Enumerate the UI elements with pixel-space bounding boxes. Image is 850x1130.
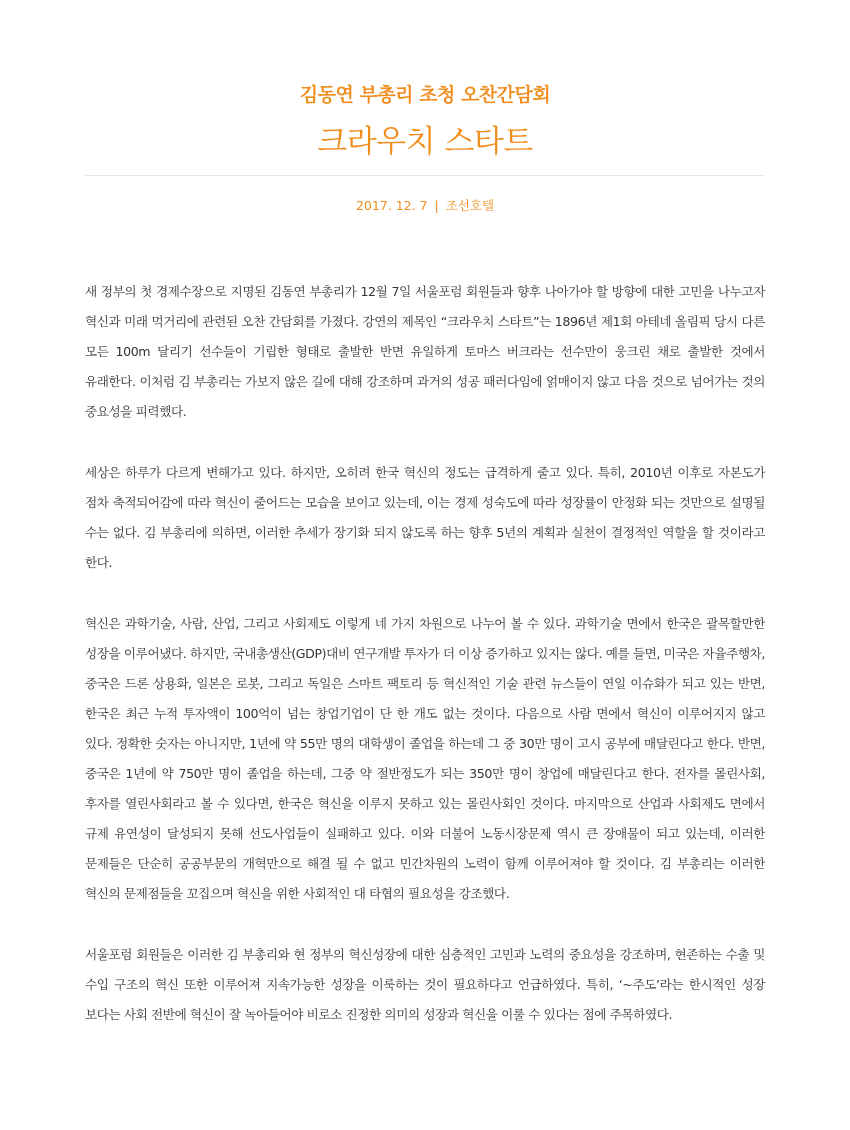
event-subtitle: 김동연 부총리 초청 오찬간담회 <box>299 84 551 106</box>
page-title: 크라우치 스타트 <box>317 124 533 160</box>
header-divider <box>85 175 765 176</box>
article-body <box>85 277 765 1061</box>
article-paragraph: 서울포럼 회원들은 이러한 김 부총리와 현 정부의 혁신성장에 대한 심층적인 고민과 노력의 중요성을 강조하며, 현존하는 수출 및 수입 구조의 혁신 또한 이루어져 지속가능한 성장을 이룩하는 것이 필요하다고 언급하였다. 특히, ‘~주도’라는 한시적인 성장 보다는 사회 전반에 혁신이 잘 녹아들어야 비로소 진정한 의미의 성장과 혁신을 이룰 수 있다는 점에 주목하였다. <box>85 947 765 1022</box>
event-date: 2017. 12. 7 <box>355 198 428 213</box>
meta-separator: | <box>434 198 439 213</box>
event-meta <box>0 196 850 214</box>
event-venue: 조선호텔 <box>445 198 495 213</box>
article-paragraph: 새 정부의 첫 경제수장으로 지명된 김동연 부총리가 12월 7일 서울포럼 회원들과 향후 나아가야 할 방향에 대한 고민을 나누고자 혁신과 미래 먹거리에 관련된 오찬 간담회를 가졌다. 강연의 제목인 “크라우치 스타트”는 1896년 제1회 아테네 올림픽 당시 다른 모든 100m 달리기 선수들이 기립한 형태로 출발한 반면 유일하게 토마스 버크라는 선수만이 웅크린 채로 출발한 것에서 유래한다. 이처럼 김 부총리는 가보지 않은 길에 대해 강조하며 과거의 성공 패러다임에 얽매이지 않고 다음 것으로 넘어가는 것의 중요성을 피력했다. <box>85 284 765 419</box>
article-paragraph: 세상은 하루가 다르게 변해가고 있다. 하지만, 오히려 한국 혁신의 정도는 급격하게 줄고 있다. 특히, 2010년 이후로 자본도가 점차 축적되어감에 따라 혁신이 줄어드는 모습을 보이고 있는데, 이는 경제 성숙도에 따라 성장률이 안정화 되는 것만으로 설명될 수는 없다. 김 부총리에 의하면, 이러한 추세가 장기화 되지 않도록 하는 향후 5년의 계획과 실천이 결정적인 역할을 할 것이라고 한다. <box>85 465 765 570</box>
article-paragraph: 혁신은 과학기술, 사람, 산업, 그리고 사회제도 이렇게 네 가지 차원으로 나누어 볼 수 있다. 과학기술 면에서 한국은 괄목할만한 성장을 이루어냈다. 하지만, 국내총생산(GDP)대비 연구개발 투자가 더 이상 증가하고 있지는 않다. 예를 들면, 미국은 자율주행차, 중국은 드론 상용화, 일본은 로봇, 그리고 독일은 스마트 팩토리 등 혁신적인 기술 관련 뉴스들이 연일 이슈화가 되고 있는 반면, 한국은 최근 누적 투자액이 100억이 넘는 창업기업이 단 한 개도 없는 것이다. 다음으로 사람 면에서 혁신이 이루어지지 않고 있다. 정확한 숫자는 아니지만, 1년에 약 55만 명의 대학생이 졸업을 하는데 그 중 30만 명이 고시 공부에 매달린다고 한다. 반면, 중국은 1년에 약 750만 명이 졸업을 하는데, 그중 약 절반정도가 되는 350만 명이 창업에 매달린다고 한다. 전자를 몰린사회, 후자를 열린사회라고 볼 수 있다면, 한국은 혁신을 이루지 못하고 있는 몰린사회인 것이다. 마지막으로 산업과 사회제도 면에서 규제 유연성이 달성되지 못해 선도사업들이 실패하고 있다. 이와 더불어 노동시장문제 역시 큰 장애물이 되고 있는데, 이러한 문제들은 단순히 공공부문의 개혁만으로 해결 될 수 없고 민간차원의 노력이 함께 이루어져야 할 것이다. 김 부총리는 이러한 혁신의 문제점들을 꼬집으며 혁신을 위한 사회적인 대 타협의 필요성을 강조했다. <box>85 616 765 901</box>
